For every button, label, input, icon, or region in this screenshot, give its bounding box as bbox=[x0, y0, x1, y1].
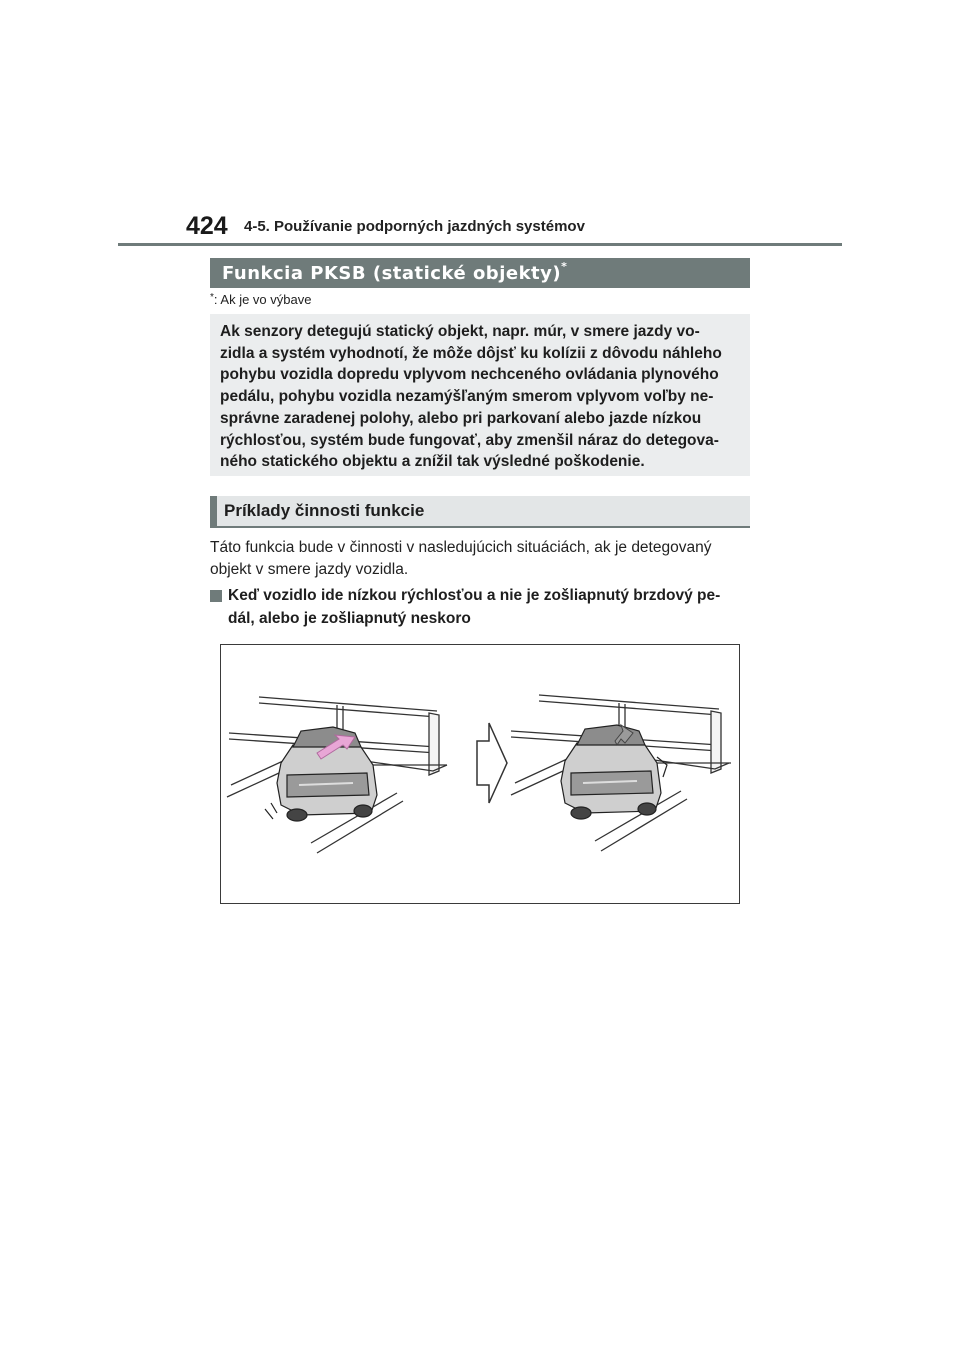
header-rule bbox=[118, 243, 842, 246]
section-title-bar bbox=[210, 258, 750, 288]
info-line: zidla a systém vyhodnotí, že môže dôjsť ku kolízii z dôvodu náhleho bbox=[220, 344, 722, 362]
info-line: rýchlosťou, systém bude fungovať, aby zmenšil náraz do detegova- bbox=[220, 431, 719, 449]
info-line: správne zaradenej polohy, alebo pri parkovaní alebo jazde nízkou bbox=[220, 409, 702, 427]
body-line: objekt v smere jazdy vozidla. bbox=[210, 561, 409, 578]
transition-arrow-icon bbox=[477, 723, 507, 803]
footnote bbox=[210, 292, 311, 307]
title-asterisk: * bbox=[561, 260, 568, 273]
illustration-frame bbox=[220, 644, 740, 904]
footnote-mark: * bbox=[210, 292, 214, 303]
body-line: Táto funkcia bude v činnosti v nasledujúcich situáciách, ak je detegovaný bbox=[210, 539, 712, 556]
section-header: 4-5. Používanie podporných jazdných systémov bbox=[244, 218, 585, 235]
page-number: 424 bbox=[186, 212, 228, 240]
info-line: pedálu, pohybu vozidla nezamýšľaným smerom vplyvom voľby ne- bbox=[220, 388, 714, 406]
info-line: ného statického objektu a znížil tak výsledné poškodenie. bbox=[220, 453, 645, 471]
car-after bbox=[561, 725, 667, 819]
subheading-bar bbox=[210, 496, 750, 526]
info-line: Ak senzory detegujú statický objekt, napr. múr, v smere jazdy vo- bbox=[220, 323, 700, 340]
bullet-square-icon bbox=[210, 590, 222, 602]
info-box bbox=[210, 314, 750, 476]
info-line: pohybu vozidla dopredu vplyvom nechceného ovládania plynového bbox=[220, 366, 719, 384]
body-paragraph bbox=[210, 537, 770, 581]
subheading: Príklady činnosti funkcie bbox=[224, 501, 425, 520]
wall-panel bbox=[429, 713, 439, 775]
car-before bbox=[265, 727, 377, 821]
parking-illustration bbox=[221, 645, 739, 903]
footnote-text: : Ak je vo výbave bbox=[213, 292, 312, 307]
wall-panel bbox=[711, 711, 721, 773]
wall-rail bbox=[259, 697, 437, 717]
bullet-line: dál, alebo je zošliapnutý neskoro bbox=[228, 609, 471, 627]
parking-line bbox=[227, 761, 283, 797]
wall-rail bbox=[539, 695, 719, 715]
bullet-line: Keď vozidlo ide nízkou rýchlosťou a nie je zošliapnutý brzdový pe- bbox=[228, 587, 721, 604]
parking-line bbox=[511, 759, 567, 795]
section-title: Funkcia PKSB (statické objekty) bbox=[222, 263, 562, 284]
bullet-text bbox=[228, 585, 720, 630]
